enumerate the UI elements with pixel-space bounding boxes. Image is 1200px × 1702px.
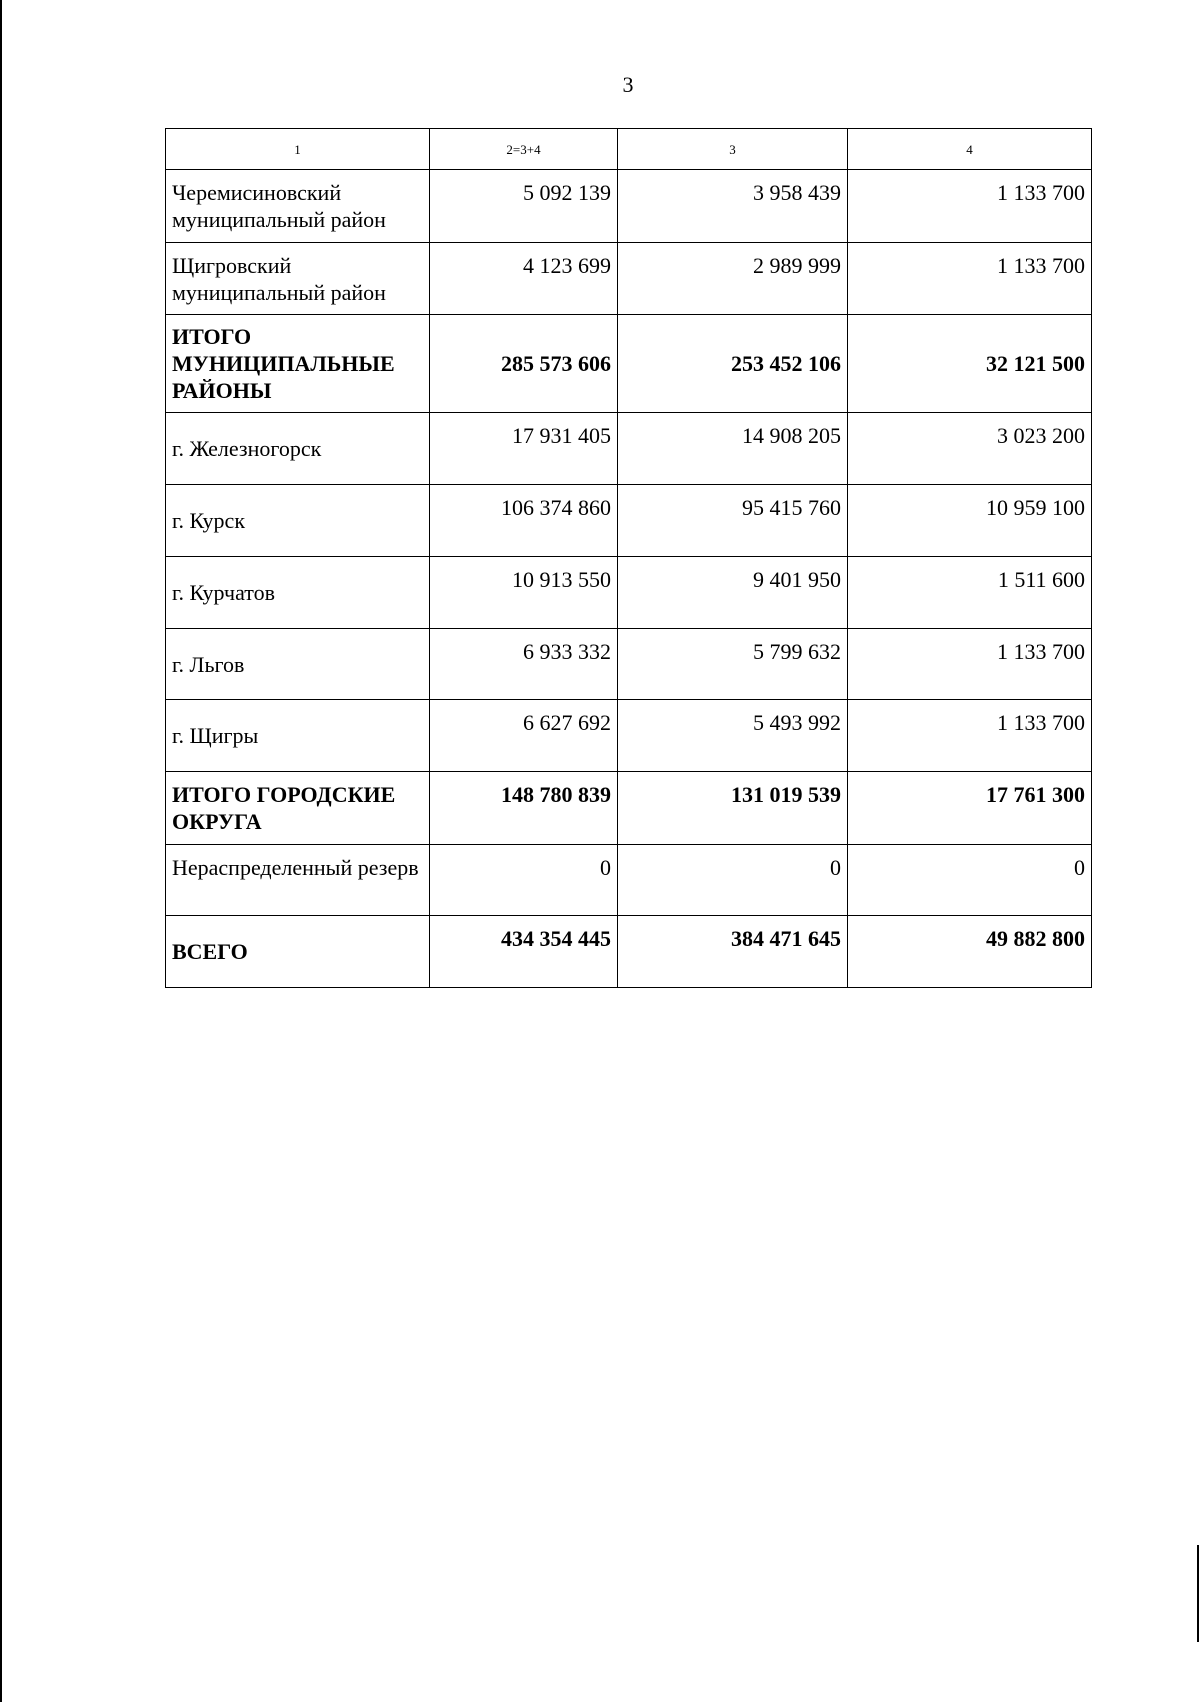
row-col4: 1 133 700: [848, 243, 1092, 315]
row-total: 106 374 860: [430, 485, 618, 557]
table-row: [166, 629, 1092, 700]
row-name: ВСЕГО: [166, 916, 430, 988]
table-row: [166, 557, 1092, 629]
row-name: г. Щигры: [166, 700, 430, 772]
row-col3: 253 452 106: [618, 315, 848, 413]
row-name: Щигровский муниципальный район: [166, 243, 430, 315]
row-name: г. Льгов: [166, 629, 430, 700]
row-name: г. Курчатов: [166, 557, 430, 629]
row-col3: 5 799 632: [618, 629, 848, 700]
row-col3: 95 415 760: [618, 485, 848, 557]
row-total: 285 573 606: [430, 315, 618, 413]
row-col4: 1 133 700: [848, 629, 1092, 700]
row-col4: 3 023 200: [848, 413, 1092, 485]
row-name: г. Железногорск: [166, 413, 430, 485]
table-row: [166, 845, 1092, 916]
scan-edge-left: [0, 0, 2, 1702]
row-total: 4 123 699: [430, 243, 618, 315]
row-col3: 5 493 992: [618, 700, 848, 772]
table-header-row: [166, 129, 1092, 170]
table-row: [166, 170, 1092, 243]
header-col-4: 4: [848, 129, 1092, 170]
table-row-subtotal: [166, 772, 1092, 845]
row-total: 434 354 445: [430, 916, 618, 988]
table-row: [166, 243, 1092, 315]
row-total: 6 627 692: [430, 700, 618, 772]
table-row: [166, 700, 1092, 772]
row-col3: 3 958 439: [618, 170, 848, 243]
row-name: ИТОГО ГОРОДСКИЕ ОКРУГА: [166, 772, 430, 845]
row-col4: 17 761 300: [848, 772, 1092, 845]
row-total: 17 931 405: [430, 413, 618, 485]
row-col4: 0: [848, 845, 1092, 916]
budget-table: [165, 128, 1092, 988]
row-col4: 1 133 700: [848, 700, 1092, 772]
row-col3: 0: [618, 845, 848, 916]
row-col3: 9 401 950: [618, 557, 848, 629]
table-row: [166, 413, 1092, 485]
header-col-2: 2=3+4: [430, 129, 618, 170]
row-col4: 1 133 700: [848, 170, 1092, 243]
row-name: Нераспределенный резерв: [166, 845, 430, 916]
row-col3: 2 989 999: [618, 243, 848, 315]
row-col4: 32 121 500: [848, 315, 1092, 413]
row-col3: 131 019 539: [618, 772, 848, 845]
row-name: ИТОГО МУНИЦИПАЛЬНЫЕ РАЙОНЫ: [166, 315, 430, 413]
page-number: 3: [622, 72, 634, 97]
row-col4: 49 882 800: [848, 916, 1092, 988]
header-col-3: 3: [618, 129, 848, 170]
row-total: 10 913 550: [430, 557, 618, 629]
row-col3: 14 908 205: [618, 413, 848, 485]
row-total: 5 092 139: [430, 170, 618, 243]
table-row-subtotal: [166, 315, 1092, 413]
scan-edge-right: [1197, 1545, 1199, 1642]
row-name: Черемисиновский муниципальный район: [166, 170, 430, 243]
row-total: 6 933 332: [430, 629, 618, 700]
header-col-1: 1: [166, 129, 430, 170]
table-row-grand-total: [166, 916, 1092, 988]
row-col3: 384 471 645: [618, 916, 848, 988]
row-col4: 1 511 600: [848, 557, 1092, 629]
row-total: 148 780 839: [430, 772, 618, 845]
table-row: [166, 485, 1092, 557]
row-col4: 10 959 100: [848, 485, 1092, 557]
row-name: г. Курск: [166, 485, 430, 557]
row-total: 0: [430, 845, 618, 916]
